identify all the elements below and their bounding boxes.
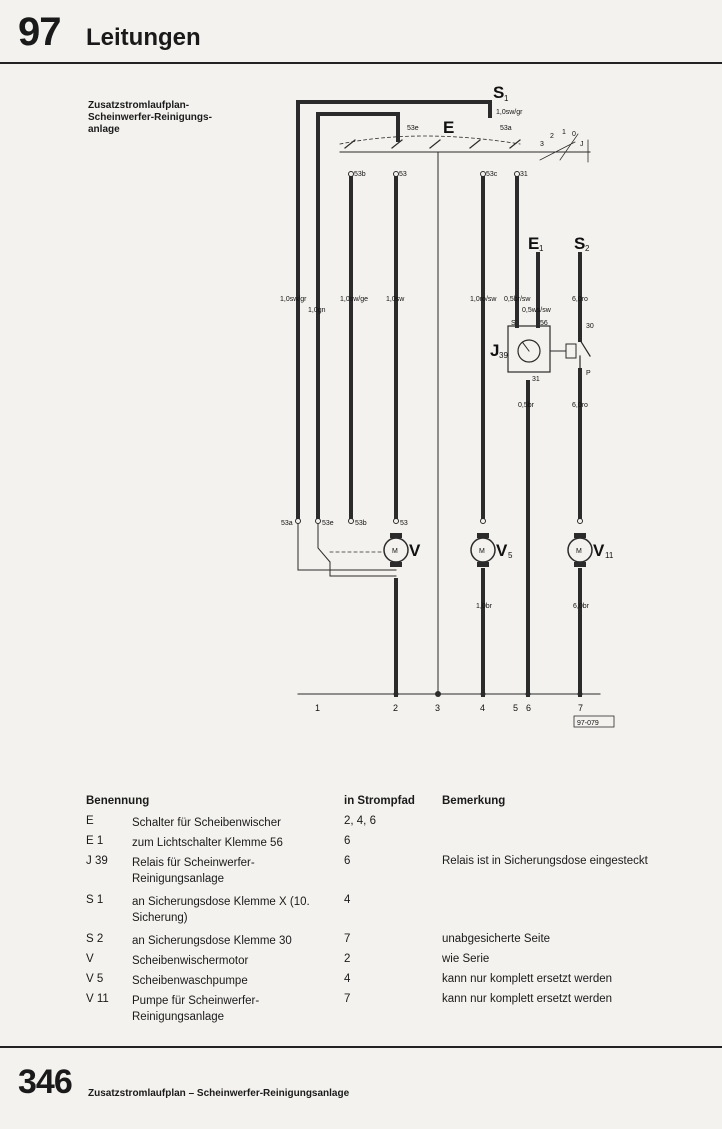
label-s1-sub: 1 [504, 94, 509, 103]
terminal-label: 31 [520, 171, 528, 178]
legend-col-name: Benennung [86, 795, 150, 807]
caption-line: Scheinwerfer-Reinigungs- [88, 112, 212, 123]
wiring-diagram [0, 70, 722, 740]
motor-v11-cap-bottom [574, 562, 586, 567]
legend-path: 6 [344, 855, 351, 867]
relay-terminal: 30 [586, 323, 594, 330]
legend-name: Scheibenwischermotor [132, 955, 249, 967]
ground-dot [435, 691, 441, 697]
path-number: 7 [578, 703, 584, 713]
label-v5: V [496, 541, 508, 560]
label-s2: S [574, 234, 586, 253]
legend-header [86, 795, 686, 815]
legend-name: Schalter für Scheibenwischer [132, 817, 281, 829]
motor-v-cap-top [390, 533, 402, 538]
path-number: 3 [435, 703, 441, 713]
relay-terminal: 31 [532, 376, 540, 383]
switch-contacts [345, 140, 520, 148]
legend-row [86, 993, 686, 1032]
wire-spec: 6,0br [573, 603, 589, 610]
switch-position: 2 [550, 133, 554, 140]
legend-note: unabgesicherte Seite [442, 933, 551, 945]
legend-name: an Sicherungsdose Klemme X (10. Sicherung) [132, 896, 310, 924]
terminal-label: 53b [355, 520, 367, 527]
relay-terminal: 56 [540, 320, 548, 327]
header-rule [0, 62, 722, 64]
terminal [394, 519, 399, 524]
legend-name: Pumpe für Scheinwerfer-Reinigungsanlage [132, 995, 260, 1023]
label-s2-sub: 2 [585, 244, 590, 253]
legend-code: J 39 [86, 855, 108, 867]
legend-col-note: Bemerkung [442, 795, 506, 807]
terminal-label: 53a [500, 125, 512, 132]
label-j39: J [490, 341, 500, 360]
legend-table [86, 795, 686, 1032]
legend-path: 2 [344, 953, 351, 965]
legend-col-path: in Strompfad [344, 795, 415, 807]
terminal [296, 519, 301, 524]
motor-symbol: M [576, 548, 582, 555]
legend-path: 6 [344, 835, 351, 847]
legend-path: 4 [344, 894, 351, 906]
switch-position: J [580, 141, 584, 148]
label-s1: S [493, 83, 505, 102]
wire-spec: 1,0gn [308, 307, 326, 314]
terminal-label: 53a [281, 520, 293, 527]
motor-v-cap-bottom [390, 562, 402, 567]
footer-rule [0, 1046, 722, 1048]
switch-lever [540, 134, 588, 162]
legend-row [86, 953, 686, 973]
wire-spec: 6,0ro [572, 296, 588, 303]
path-number: 1 [315, 703, 321, 713]
legend-path: 7 [344, 933, 351, 945]
caption-line: Zusatzstromlaufplan- [88, 100, 190, 111]
terminal [349, 172, 354, 177]
legend-code: E 1 [86, 835, 104, 847]
legend-code: V 5 [86, 973, 104, 985]
relay-box [508, 326, 550, 372]
legend-row [86, 933, 686, 953]
legend-name: Relais für Scheinwerfer-Reinigungsanlage [132, 857, 255, 885]
legend-code: S 2 [86, 933, 104, 945]
chapter-number: 97 [18, 10, 61, 54]
wire-spec: 1,0ro/sw [470, 296, 497, 303]
terminal-label: 53c [486, 171, 498, 178]
label-e: E [443, 118, 455, 137]
chapter-title: Leitungen [86, 24, 201, 51]
label-e1: E [528, 234, 540, 253]
legend-name: Scheibenwaschpumpe [132, 975, 248, 987]
relay-coil [550, 344, 576, 358]
legend-note: kann nur komplett ersetzt werden [442, 993, 613, 1005]
ground-dot [394, 692, 399, 697]
legend-note: kann nur komplett ersetzt werden [442, 973, 613, 985]
legend-code: E [86, 815, 94, 827]
label-v5-sub: 5 [508, 551, 513, 560]
path-number: 6 [526, 703, 532, 713]
legend-path: 4 [344, 973, 351, 985]
legend-row [86, 835, 686, 855]
motor-symbol: M [392, 548, 398, 555]
legend-code: S 1 [86, 894, 104, 906]
switch-position: 1 [562, 129, 566, 136]
legend-note: Relais ist in Sicherungsdose eingesteckt [442, 855, 648, 867]
wire-spec: 0,5br [518, 402, 534, 409]
terminal [481, 519, 486, 524]
relay-timer-hand [523, 343, 529, 351]
legend-path: 2, 4, 6 [344, 815, 376, 827]
wire-spec: 1,0br [476, 603, 492, 610]
terminal [316, 519, 321, 524]
wire-spec: 6,0ro [572, 402, 588, 409]
ground-dot [526, 692, 531, 697]
caption-line: anlage [88, 124, 120, 135]
legend-name: an Sicherungsdose Klemme 30 [132, 935, 292, 947]
page-number: 346 [18, 1063, 72, 1101]
relay-terminal: P [586, 370, 591, 377]
relay-contact [580, 340, 590, 370]
switch-position: 3 [540, 141, 544, 148]
terminal-label: 53 [399, 171, 407, 178]
legend-row [86, 973, 686, 993]
legend-row [86, 815, 686, 835]
label-v: V [409, 541, 421, 560]
terminal [394, 172, 399, 177]
wire-spec: 1,0sw/gr [496, 109, 523, 116]
legend-row [86, 894, 686, 933]
path-number: 4 [480, 703, 486, 713]
switch-dashed-link [340, 136, 520, 144]
relay-terminal: S [511, 320, 516, 327]
wire-spec: 1,0sw/gr [280, 296, 307, 303]
legend-name: zum Lichtschalter Klemme 56 [132, 837, 283, 849]
label-v11: V [593, 541, 605, 560]
legend-path: 7 [344, 993, 351, 1005]
figure-code: 97-079 [577, 720, 599, 727]
terminal [578, 519, 583, 524]
label-j39-sub: 39 [499, 351, 508, 360]
motor-v5-cap-top [477, 533, 489, 538]
motor-v11-cap-top [574, 533, 586, 538]
motor-symbol: M [479, 548, 485, 555]
terminal [481, 172, 486, 177]
switch-position: 0 [572, 131, 576, 138]
terminal-label: 53b [354, 171, 366, 178]
legend-row [86, 855, 686, 894]
ground-dot [481, 692, 486, 697]
legend-code: V [86, 953, 94, 965]
legend-code: V 11 [86, 993, 109, 1005]
ground-dot [578, 692, 583, 697]
path-number: 2 [393, 703, 399, 713]
wire-spec: 1,0sw [386, 296, 405, 303]
wire-spec: 0,5ws/sw [522, 307, 551, 314]
wire-spec: 0,5br/sw [504, 296, 531, 303]
motor-v5-cap-bottom [477, 562, 489, 567]
path-number: 5 [513, 703, 519, 713]
label-e1-sub: 1 [539, 244, 544, 253]
terminal-label: 53e [322, 520, 334, 527]
terminal-label: 53e [407, 125, 419, 132]
wire-spec: 1,0sw/ge [340, 296, 369, 303]
terminal [349, 519, 354, 524]
terminal [515, 172, 520, 177]
legend-note: wie Serie [442, 953, 490, 965]
terminal-label: 53 [400, 520, 408, 527]
label-v11-sub: 11 [605, 551, 614, 560]
park-switch [298, 521, 396, 576]
footer-title: Zusatzstromlaufplan – Scheinwerfer-Reinigungsanlage [88, 1088, 350, 1099]
